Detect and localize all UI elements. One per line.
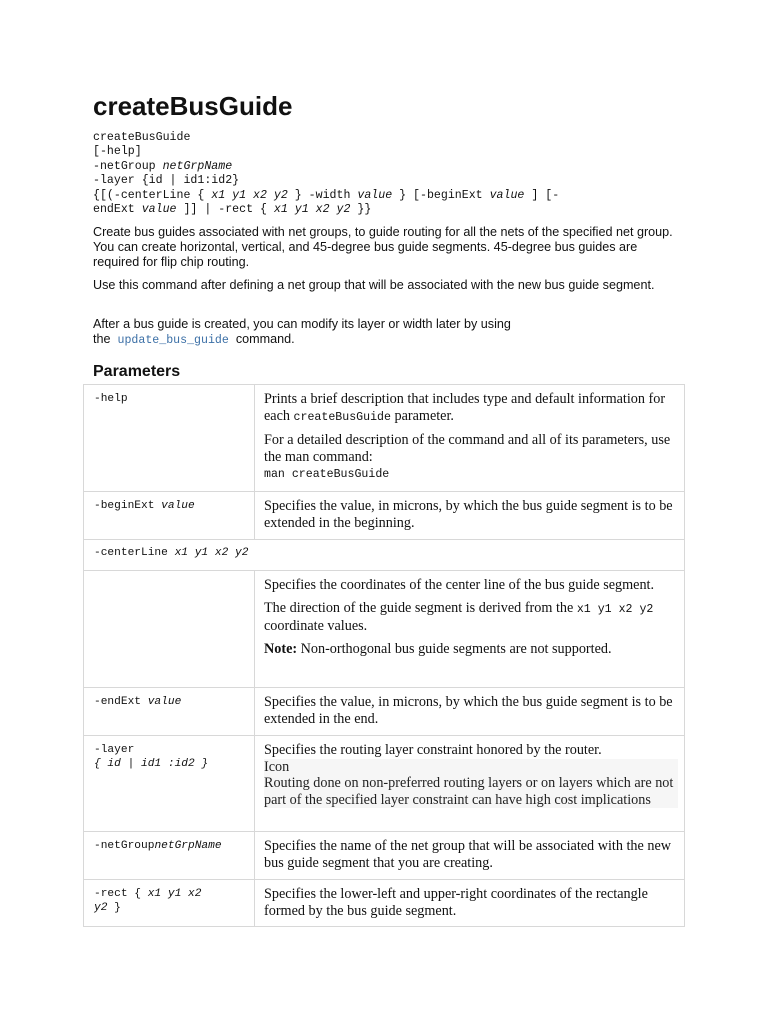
command-syntax: [93, 131, 683, 217]
param-desc: [264, 391, 678, 426]
syntax-arg: value: [141, 203, 177, 217]
syntax-part: ] [-: [524, 188, 560, 202]
note-text: Non-orthogonal bus guide segments are not supported.: [297, 640, 612, 657]
param-name-cell: [84, 571, 255, 688]
param-arg: value: [161, 500, 195, 512]
syntax-line: -layer {id | id1:id2}: [93, 174, 240, 188]
table-row: [84, 880, 685, 927]
note-label: Note:: [264, 640, 298, 657]
page-title: createBusGuide: [93, 91, 293, 121]
description-paragraph: Create bus guides associated with net groups, to guide routing for all the nets of the specified net group. You can create horizontal, vertical, and 45-degree bus guide segments. 45-degree bus guides are required for flip chip routing.: [93, 225, 673, 269]
param-note: [264, 641, 678, 658]
parameters-table: [83, 384, 685, 927]
syntax-arg: value: [489, 188, 525, 202]
syntax-line: [-help]: [93, 145, 142, 159]
table-row: [84, 832, 685, 880]
table-row: [84, 540, 685, 571]
syntax-line: createBusGuide: [93, 131, 191, 144]
param-name-cell: [84, 492, 255, 540]
syntax-arg: x1 y1 x2 y2: [273, 203, 351, 217]
description-text: command.: [235, 332, 295, 346]
param-name: -layer: [94, 744, 135, 756]
syntax-part: } -width: [287, 188, 358, 202]
table-row: [84, 688, 685, 736]
param-desc: Specifies the value, in microns, by which the bus guide segment is to be extended in the end.: [264, 694, 673, 727]
syntax-arg: netGrpName: [162, 159, 233, 173]
param-name: -help: [94, 393, 128, 405]
description-text: After a bus guide is created, you can modify its layer or width later by using: [93, 317, 511, 331]
inline-code: man createBusGuide: [264, 468, 390, 482]
syntax-part: {[(-centerLine {: [93, 188, 212, 202]
param-desc-cell: [255, 880, 685, 927]
param-desc-cell: [255, 688, 685, 736]
note-box: [264, 759, 678, 809]
param-desc-text: For a detailed description of the command and all of its parameters, use the man command:: [264, 432, 671, 465]
param-desc-text: coordinate values.: [264, 618, 368, 635]
param-desc: Specifies the lower-left and upper-right coordinates of the rectangle formed by the bus guide segment.: [264, 886, 648, 919]
param-name: -endExt: [94, 696, 148, 708]
param-desc-text: The direction of the guide segment is derived from the: [264, 599, 577, 616]
syntax-arg: x1 y1 x2 y2: [211, 188, 288, 202]
param-arg: y2: [94, 902, 108, 914]
param-name: -beginExt: [94, 500, 162, 512]
param-desc: Specifies the routing layer constraint honored by the router.: [264, 742, 602, 758]
table-row: [84, 385, 685, 492]
param-desc-cell: [255, 492, 685, 540]
param-arg: x1 y1 x2 y2: [174, 547, 249, 559]
description-paragraph: Use this command after defining a net group that will be associated with the new bus guide segment.: [93, 278, 655, 292]
param-name-cell: [84, 880, 255, 927]
description-text: the: [93, 332, 111, 346]
param-name-cell: [84, 832, 255, 880]
note-text: Routing done on non-preferred routing layers or on layers which are not part of the specified layer constraint can have high cost implications: [264, 775, 674, 808]
inline-code: createBusGuide: [293, 410, 391, 424]
table-row: [84, 492, 685, 540]
param-desc: [264, 600, 678, 635]
syntax-part: ]] | -rect {: [176, 203, 274, 217]
param-name: -centerLine: [94, 547, 175, 559]
param-name-cell: [84, 736, 255, 832]
param-arg: { id | id1 :id2 }: [94, 758, 209, 770]
note-icon: Icon: [264, 758, 290, 775]
description-paragraph: [93, 317, 683, 348]
inline-code: x1 y1 x2 y2: [576, 602, 654, 616]
param-name-cell: [84, 385, 255, 492]
syntax-part: }}: [350, 203, 372, 217]
param-desc: Specifies the value, in microns, by which the bus guide segment is to be extended in the beginning.: [264, 498, 673, 531]
syntax-part: endExt: [93, 203, 142, 217]
syntax-part: } [-beginExt: [392, 188, 490, 202]
param-desc-text: Prints a brief description that includes type and default information for each: [264, 391, 666, 424]
parameters-heading: Parameters: [93, 363, 181, 380]
syntax-line: -netGroup: [93, 159, 163, 173]
syntax-arg: value: [357, 188, 393, 202]
table-row: [84, 736, 685, 832]
param-name-cell: [84, 540, 685, 571]
param-desc-text: parameter.: [390, 407, 454, 424]
update-bus-guide-link[interactable]: update_bus_guide: [117, 334, 229, 347]
param-arg: netGrpName: [154, 840, 222, 852]
param-desc-cell: [255, 571, 685, 688]
param-desc: Specifies the name of the net group that will be associated with the new bus guide segment that you are creating.: [264, 838, 671, 871]
param-desc: [264, 432, 678, 484]
param-name: -rect {: [94, 888, 148, 900]
param-name: -netGroup: [94, 840, 155, 852]
param-desc-cell: [255, 832, 685, 880]
param-name: }: [107, 902, 121, 914]
param-name-cell: [84, 688, 255, 736]
param-arg: value: [147, 696, 182, 708]
table-row: [84, 571, 685, 688]
param-desc-cell: [255, 736, 685, 832]
param-arg: x1 y1 x2: [147, 888, 202, 900]
param-desc: Specifies the coordinates of the center line of the bus guide segment.: [264, 577, 655, 593]
param-desc-cell: [255, 385, 685, 492]
